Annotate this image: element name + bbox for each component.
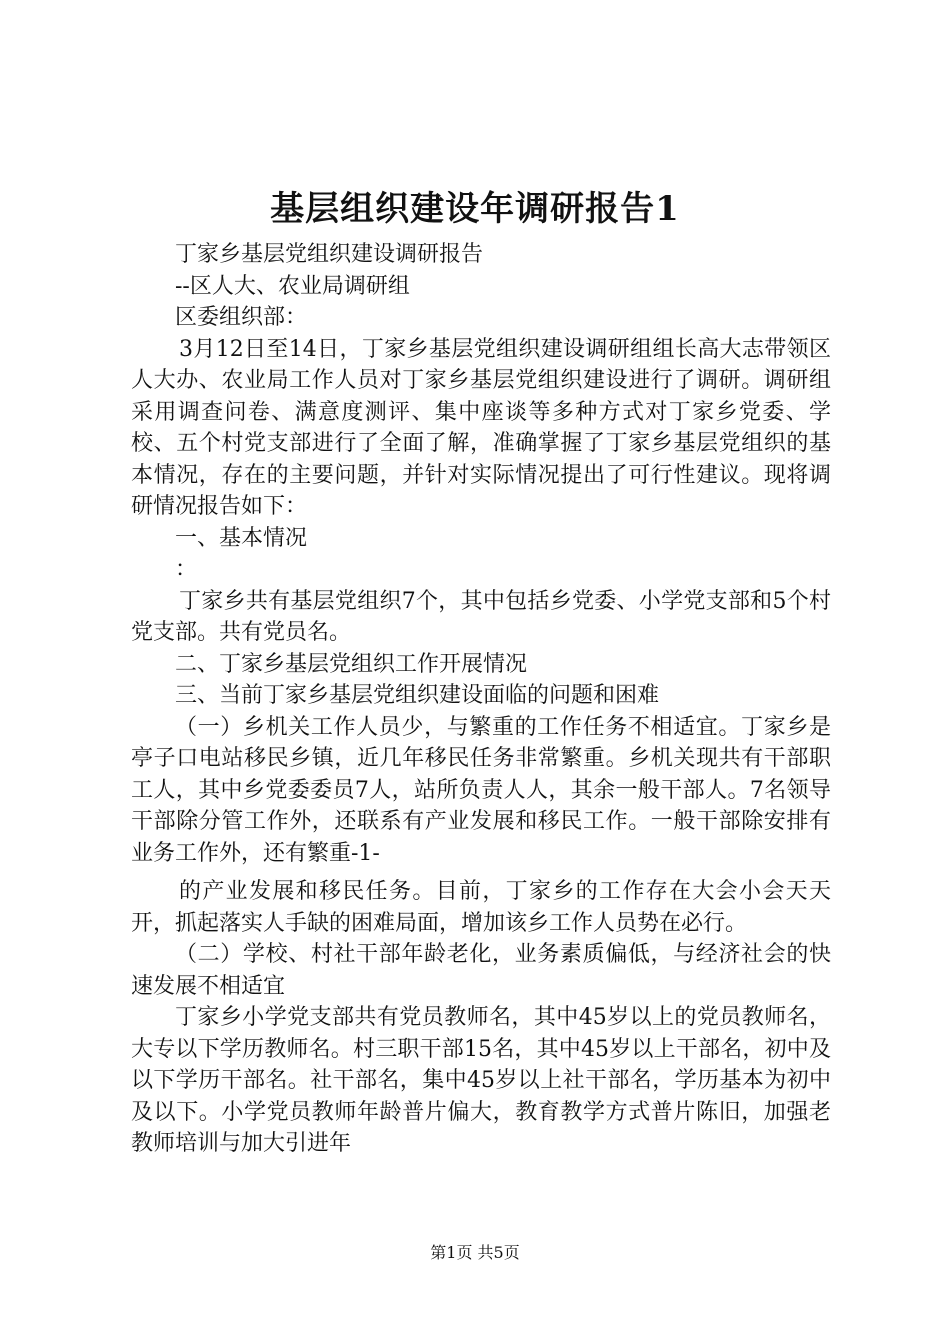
paragraph-problem-2: 丁家乡小学党支部共有党员教师名，其中45岁以上的党员教师名，大专以下学历教师名。村三职干部15名，其中45岁以上干部名，初中及以下学历干部名。社干部名，集中45岁以上社干部名，学历基本为初中及以下。小学党员教师年龄普片偏大，教育教学方式普片陈旧，加强老教师培训与加大引进年 — [131, 1005, 831, 1156]
page-footer: 第1页 共5页 — [430, 1243, 520, 1262]
heading-problem-2: （二）学校、村社干部年龄老化，业务素质偏低，与经济社会的快速发展不相适宜 — [131, 942, 831, 999]
paragraph-problem-1-continued: 的产业发展和移民任务。目前，丁家乡的工作存在大会小会天天开，抓起落实人手缺的困难局面，增加该乡工作人员势在必行。 — [131, 879, 831, 936]
body-section-2 — [131, 876, 831, 1160]
document-title: 基层组织建设年调研报告1 — [270, 189, 680, 229]
heading-problems: 三、当前丁家乡基层党组织建设面临的问题和困难 — [175, 683, 660, 708]
paragraph-intro: 3月12日至14日，丁家乡基层党组织建设调研组组长高大志带领区人大办、农业局工作人员对丁家乡基层党组织建设进行了调研。调研组采用调查问卷、满意度测评、集中座谈等多种方式对丁家乡党委、学校、五个村党支部进行了全面了解，准确掌握了丁家乡基层党组织的基本情况，存在的主要问题，并针对实际情况提出了可行性建议。现将调研情况报告如下： — [131, 336, 831, 519]
report-addressee: 区委组织部： — [175, 305, 308, 330]
report-author: --区人大、农业局调研组 — [175, 273, 410, 299]
heading-work-status: 二、丁家乡基层党组织工作开展情况 — [175, 651, 528, 677]
paragraph-problem-1: （一）乡机关工作人员少，与繁重的工作任务不相适宜。丁家乡是亭子口电站移民乡镇，近几年移民任务非常繁重。乡机关现共有干部职工人，其中乡党委委员7人，站所负责人人，其余一般干部人。7名领导干部除分管工作外，还联系有产业发展和移民工作。一般干部除安排有业务工作外，还有繁重-1- — [131, 714, 831, 866]
report-subtitle: 丁家乡基层党组织建设调研报告 — [175, 242, 484, 267]
paragraph-basic-situation: 丁家乡共有基层党组织7个，其中包括乡党委、小学党支部和5个村党支部。共有党员名。 — [131, 588, 831, 645]
body-section-1 — [131, 239, 831, 869]
heading-basic-situation: 一、基本情况 — [175, 525, 308, 551]
stray-colon: ： — [175, 557, 198, 582]
